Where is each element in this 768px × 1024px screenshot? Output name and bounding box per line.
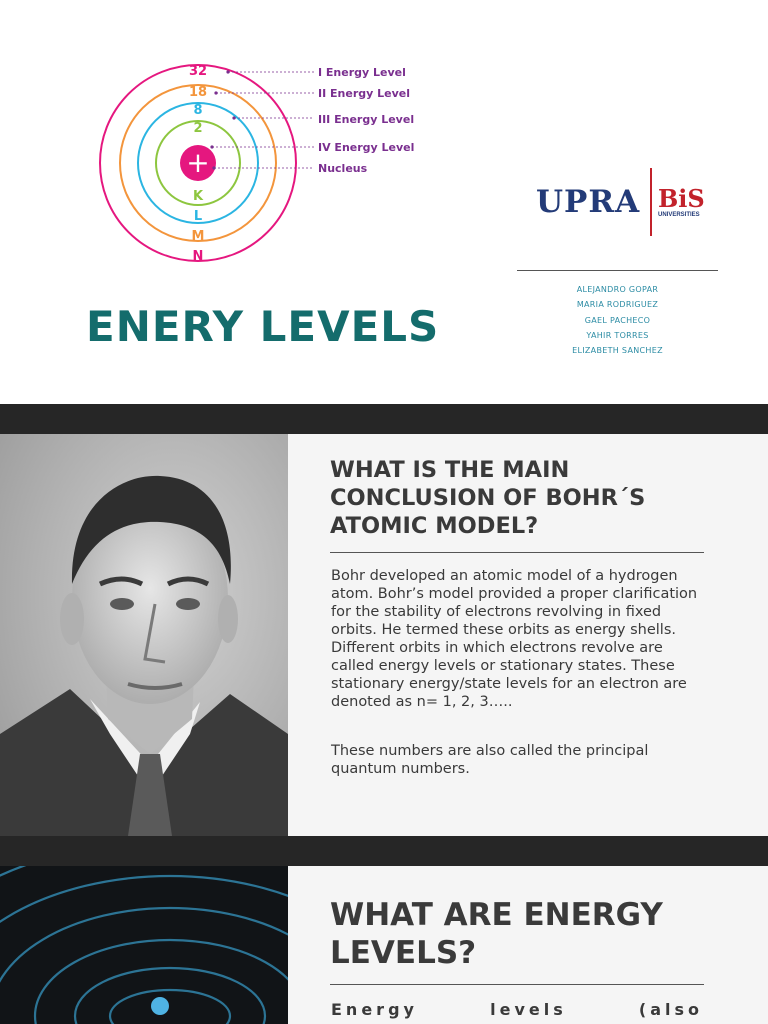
slide-separator [0,836,768,866]
slide-title: ENERY LEVELS [86,302,440,351]
body-paragraph: These numbers are also called the principal quantum numbers. [331,743,649,777]
shell-label-k: K [192,189,204,204]
bohr-conclusion-panel [288,434,768,836]
logo-bis-text: BiS [658,184,705,213]
electron-count-n: 32 [188,64,208,79]
atom-diagram [0,0,440,280]
author-name: YAHIR TORRES [586,330,649,340]
heading-divider [330,984,704,985]
energy-levels-panel [288,866,768,1024]
university-logo [536,168,706,238]
body-paragraph: Energy levels (also [331,1000,703,1019]
logo-subtitle: UNIVERSITIES [658,212,700,218]
author-name: ALEJANDRO GOPAR [576,285,659,294]
energy-level-label-4: IV Energy Level [318,141,415,154]
energy-level-label-2: II Energy Level [318,87,410,100]
energy-level-label-1: I Energy Level [318,66,406,79]
authors-divider [517,270,718,271]
shell-label-m: M [191,229,205,244]
author-list [517,282,718,358]
electron-count-m: 18 [188,85,208,100]
author-name: ELIZABETH SANCHEZ [572,346,663,356]
author-name: GAEL PACHECO [584,315,651,325]
electron-count-l: 8 [193,103,203,118]
author-name: MARIA RODRIGUEZ [576,300,659,310]
heading-divider [330,552,704,553]
nucleus-label: Nucleus [318,162,368,175]
nucleus-plus: + [186,146,210,179]
title-slide [0,0,768,404]
electron-count-k: 2 [193,121,203,136]
orbital-paths-image [0,866,288,1024]
bohr-portrait-photo [0,434,288,836]
shell-label-l: L [193,209,203,224]
section-heading: WHAT IS THE MAIN CONCLUSION OF BOHR´S ATOMIC MODEL? [330,457,646,539]
section-heading: WHAT ARE ENERGY LEVELS? [330,897,663,971]
slide-separator [0,404,768,434]
energy-level-label-3: III Energy Level [318,113,415,126]
logo-upra-text: UPRA [536,184,641,220]
body-paragraph: Bohr developed an atomic model of a hydrogen atom. Bohr’s model provided a proper clarification for the stability of electrons revolving in fixed orbits. He termed these orbits as energy shells. Different orbits in which electrons revolve are called energy levels or stationary states. These stationary energy/state levels for an electron are denoted as n= 1, 2, 3….. [331,568,698,710]
logo-divider [650,168,652,236]
shell-label-n: N [192,249,204,264]
